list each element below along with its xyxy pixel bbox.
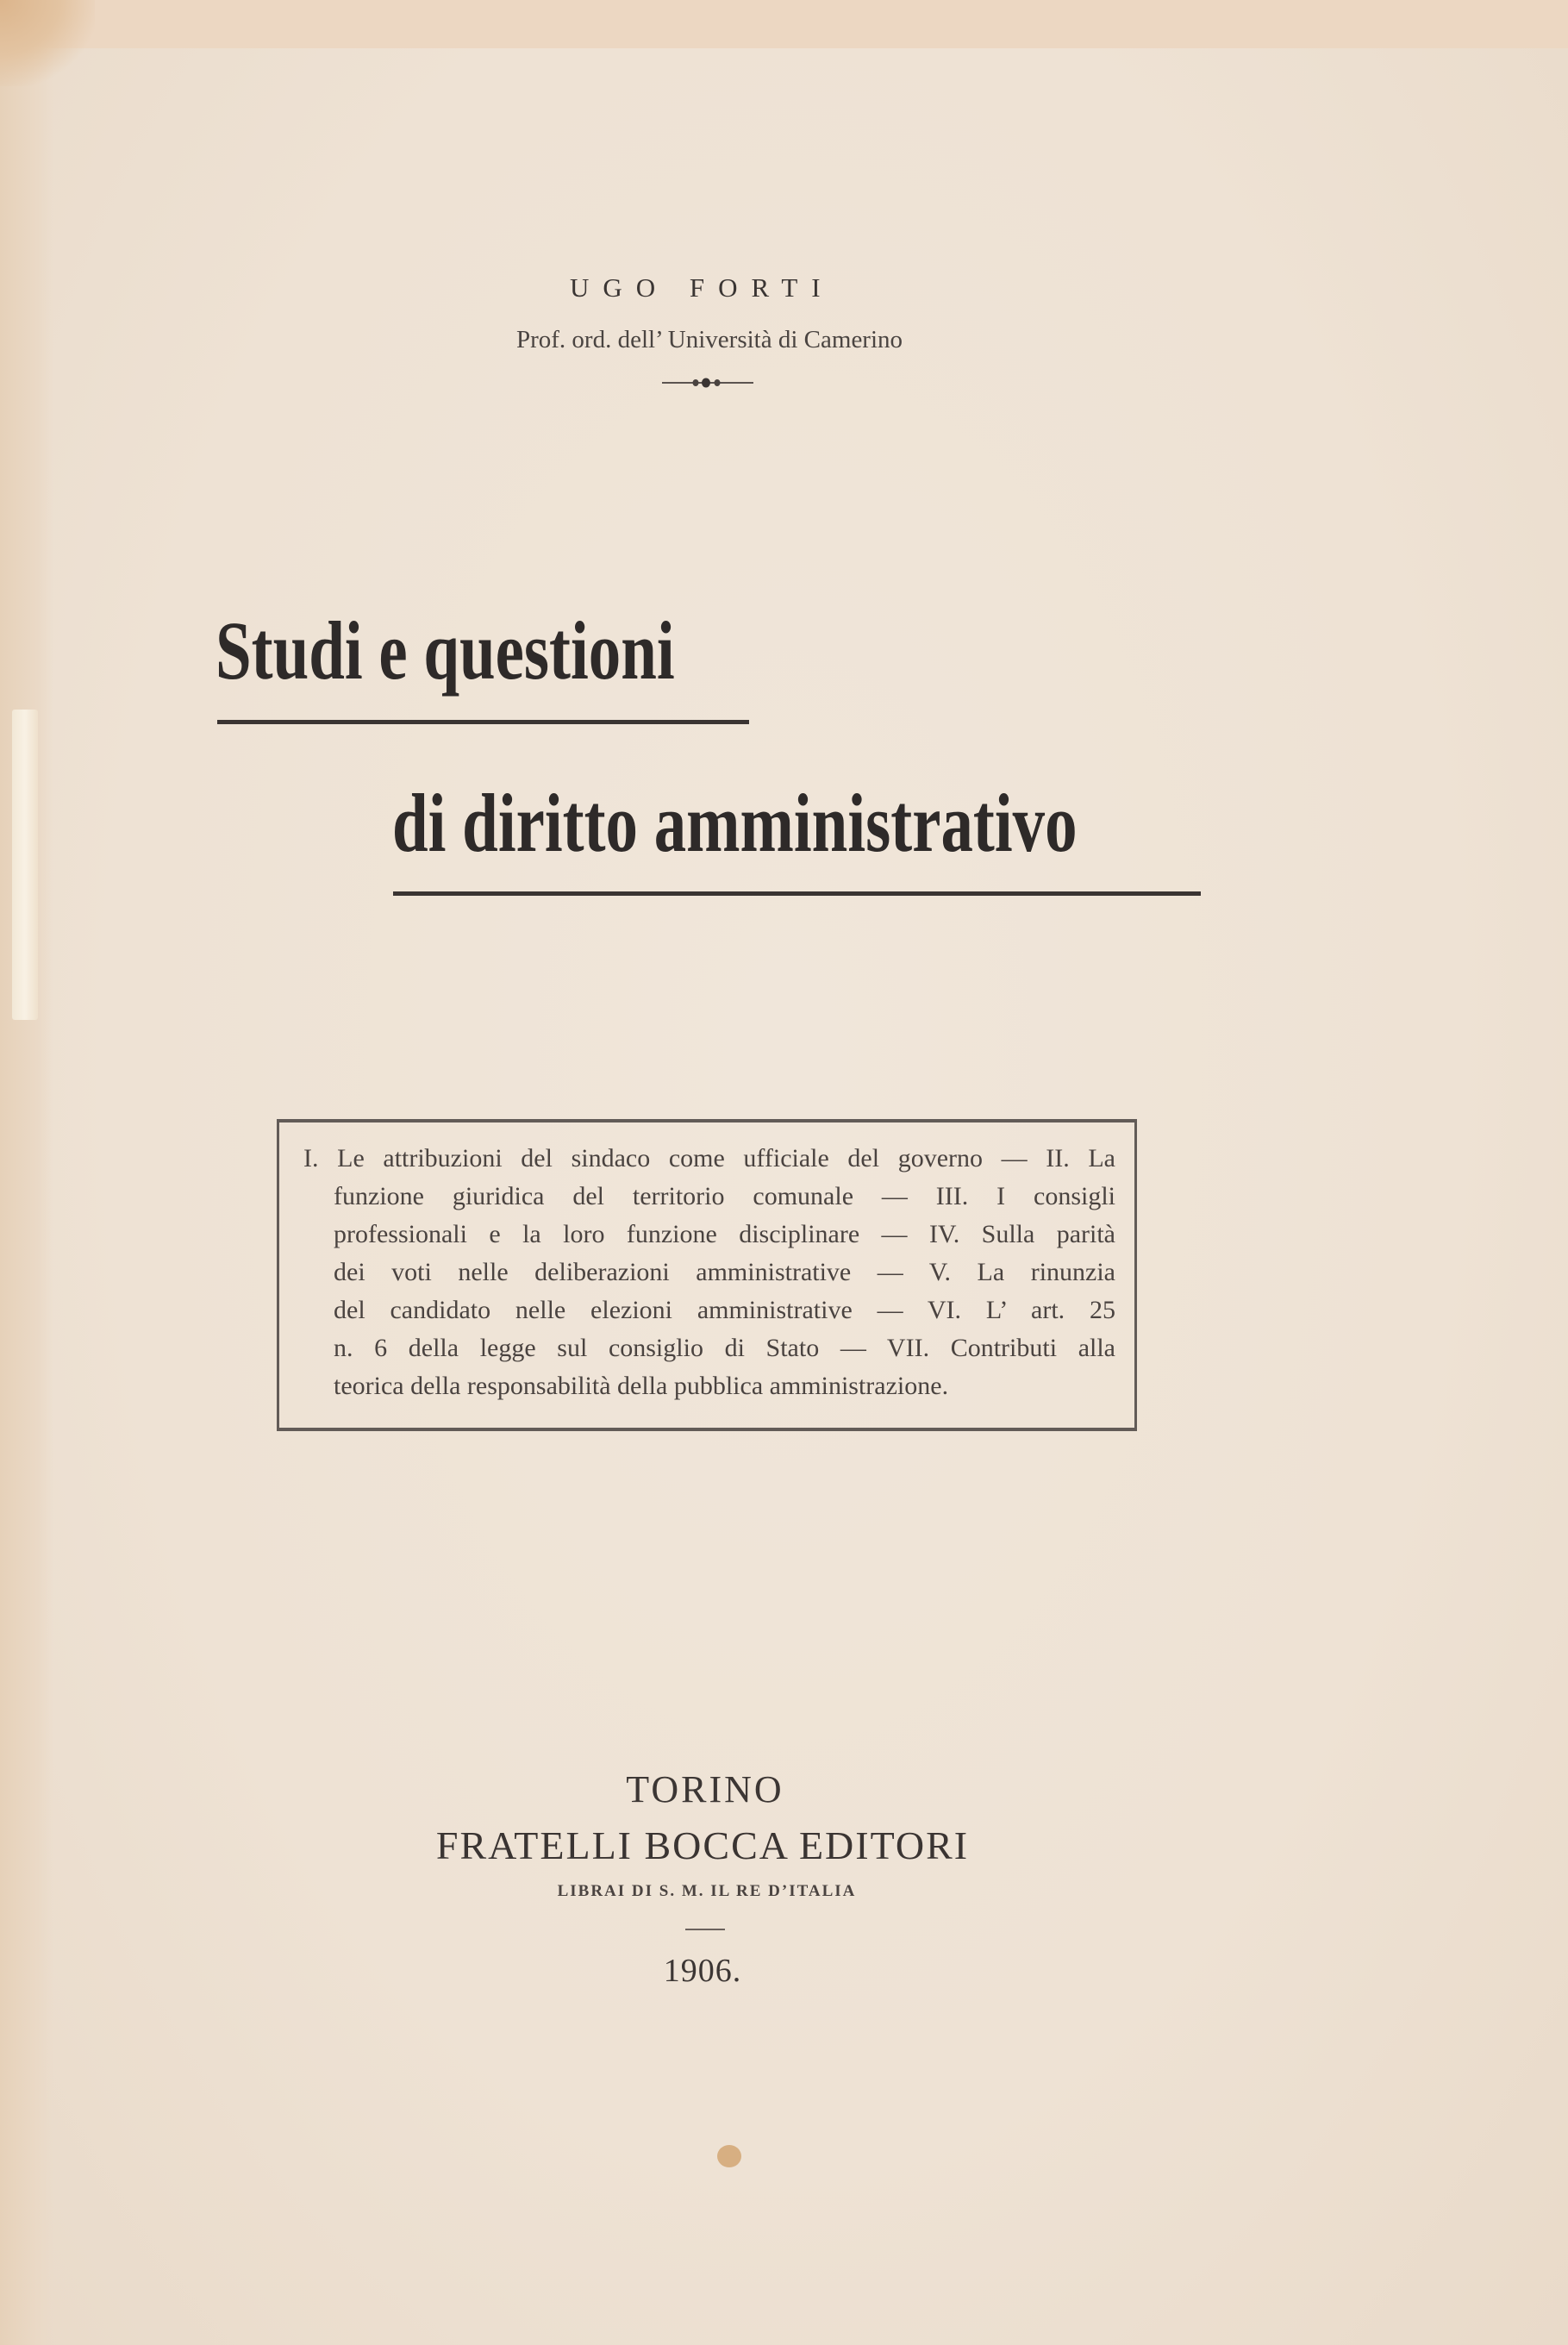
contents-line: n. 6 della legge sul consiglio di Stato — VII. Contributi alla: [334, 1334, 1115, 1362]
ornament-divider-icon: [662, 378, 753, 388]
contents-line: dei voti nelle deliberazioni amministrative — V. La rinunzia: [334, 1258, 1115, 1286]
author-block: [556, 272, 858, 303]
publication-year: 1906.: [663, 1953, 742, 1989]
contents-box: [277, 1119, 1137, 1431]
contents-line: funzione giuridica del territorio comunale — III. I consigli: [334, 1182, 1115, 1210]
title-underline-1: [217, 720, 749, 724]
contents-line: I. Le attribuzioni del sindaco come ufficiale del governo — II. La: [303, 1144, 1115, 1172]
author-affiliation: Prof. ord. dell’ Università di Camerino: [515, 326, 903, 353]
title-line-2: di diritto amministrativo: [392, 777, 1078, 869]
title-underline-2: [393, 891, 1201, 896]
page-top-edge: [0, 0, 1568, 48]
foxing-spot: [717, 2145, 741, 2167]
contents-line: del candidato nelle elezioni amministrative — VI. L’ art. 25: [334, 1296, 1115, 1324]
binding-strip: [12, 710, 38, 1020]
publisher-imprint: LIBRAI DI S. M. IL RE D’ITALIA: [557, 1882, 857, 1900]
year-rule: [685, 1929, 725, 1930]
publication-city: TORINO: [626, 1768, 784, 1810]
page-left-edge: [0, 0, 53, 2345]
contents-line: teorica della responsabilità della pubblica amministrazione.: [334, 1372, 949, 1400]
corner-stain: [0, 0, 95, 86]
author-name: UGO FORTI: [570, 272, 834, 303]
contents-line: professionali e la loro funzione disciplinare — IV. Sulla parità: [334, 1220, 1115, 1248]
title-line-1: Studi e questioni: [216, 604, 675, 697]
publisher-name: FRATELLI BOCCA EDITORI: [435, 1823, 970, 1867]
